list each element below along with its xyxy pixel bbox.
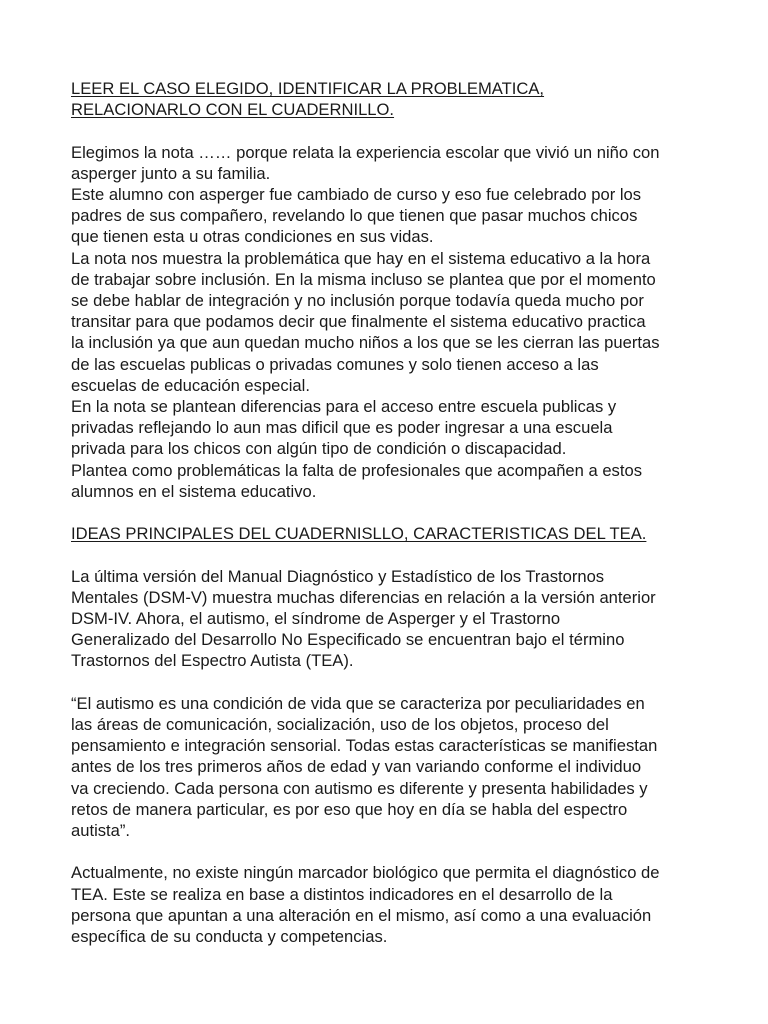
section-heading-caso: LEER EL CASO ELEGIDO, IDENTIFICAR LA PROBLEMATICA, RELACIONARLO CON EL CUADERNILLO. [71, 79, 545, 120]
paragraph-diagnostico-tea: Actualmente, no existe ningún marcador biológico que permita el diagnóstico de TEA. Este se realiza en base a distintos indicadores en el desarrollo de la persona que apuntan a una alteración en el mismo, así como a una evaluación específica de su conducta y competencias. [71, 863, 660, 947]
paragraph-falta-profesionales: Plantea como problemáticas la falta de profesionales que acompañen a estos alumnos en el sistema educativo. [71, 460, 642, 501]
spacer [71, 120, 701, 141]
spacer [71, 502, 701, 523]
paragraph-diferencias-acceso: En la nota se plantean diferencias para el acceso entre escuela publicas y privadas reflejando lo aun mas dificil que es poder ingresar a una escuela privada para los chicos con algún tipo de condición o discapacidad. [71, 397, 617, 459]
spacer [71, 672, 701, 693]
paragraph-cita-autismo: “El autismo es una condición de vida que se caracteriza por peculiaridades en las áreas de comunicación, socialización, uso de los objetos, proceso del pensamiento e integración sensorial. Todas estas características se manifiestan antes de los tres primeros años de edad y van variando conforme el individuo va creciendo. Cada persona con autismo es diferente y presenta habilidades y retos de manera particular, es por eso que hoy en día se habla del espectro autista”. [71, 693, 658, 841]
spacer [71, 544, 701, 565]
section-heading-ideas-tea: IDEAS PRINCIPALES DEL CUADERNISLLO, CARACTERISTICAS DEL TEA. [71, 524, 647, 544]
document-page [71, 78, 701, 947]
paragraph-nota-elegida: Elegimos la nota …… porque relata la experiencia escolar que vivió un niño con asperger junto a su familia. [71, 142, 660, 183]
spacer [71, 841, 701, 862]
paragraph-dsm-v: La última versión del Manual Diagnóstico y Estadístico de los Trastornos Mentales (DSM-V) muestra muchas diferencias en relación a la versión anterior DSM-IV. Ahora, el autismo, el síndrome de Asperger y el Trastorno Generalizado del Desarrollo No Especificado se encuentran bajo el término Trastornos del Espectro Autista (TEA). [71, 566, 656, 671]
paragraph-problematica-inclusion: La nota nos muestra la problemática que hay en el sistema educativo a la hora de trabajar sobre inclusión. En la misma incluso se plantea que por el momento se debe hablar de integración y no inclusión porque todavía queda mucho por transitar para que podamos decir que finalmente el sistema educativo practica la inclusión ya que aun quedan mucho niños a los que se les cierran las puertas de las escuelas publicas o privadas comunes y solo tienen acceso a las escuelas de educación especial. [71, 248, 660, 395]
paragraph-alumno-asperger: Este alumno con asperger fue cambiado de curso y eso fue celebrado por los padres de sus compañero, revelando lo que tienen que pasar muchos chicos que tienen esta u otras condiciones en sus vidas. [71, 185, 642, 247]
